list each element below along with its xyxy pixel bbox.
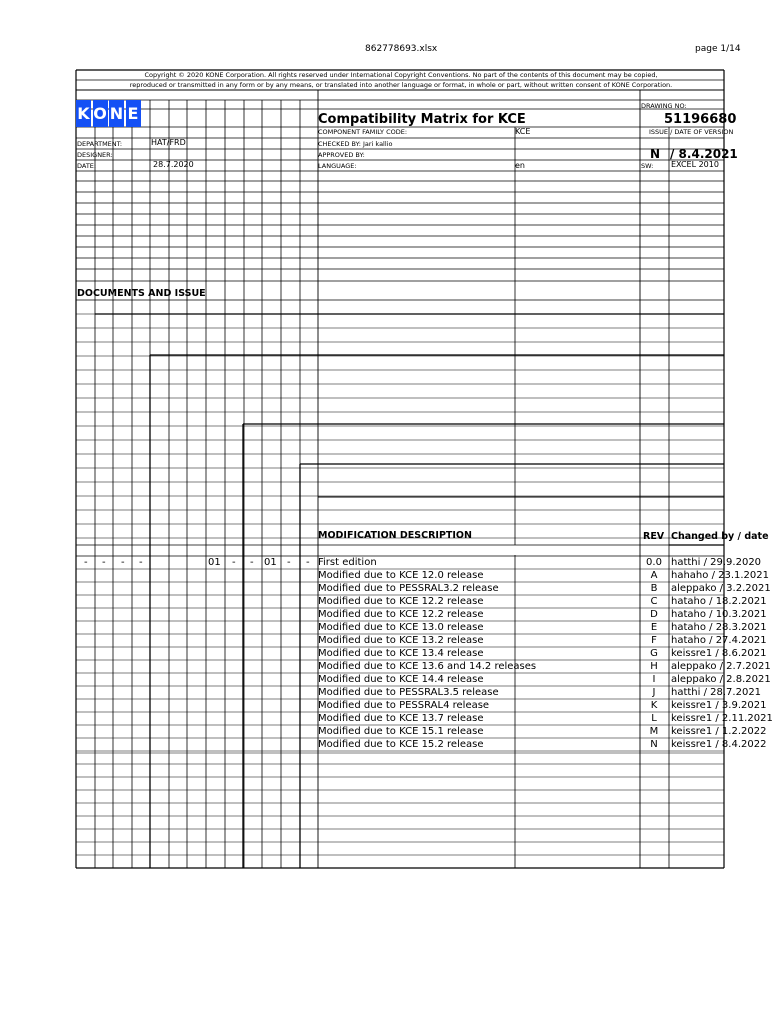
issue-letter: N <box>650 147 661 161</box>
modification-description: Modified due to KCE 13.0 release <box>318 622 484 633</box>
changed-by-date: keissre1 / 8.4.2022 <box>671 739 767 750</box>
modification-description: Modified due to PESSRAL3.2 release <box>318 583 499 594</box>
changed-by-date: hataho / 10.3.2021 <box>671 609 767 620</box>
modification-description: Modified due to PESSRAL4 release <box>318 700 490 711</box>
designer-label: DESIGNER: <box>77 151 113 159</box>
rev-heading: REV <box>643 531 665 542</box>
revision-code: 0.0 <box>646 557 662 568</box>
logo-letter: O <box>93 100 108 127</box>
modification-description: Modified due to KCE 13.6 and 14.2 releases <box>318 661 537 672</box>
revision-code: I <box>652 674 656 685</box>
date-label: DATE: <box>77 162 97 170</box>
changed-by-date: hataho / 18.2.2021 <box>671 596 767 607</box>
code-cell: - <box>287 557 291 568</box>
changed-by-date: hatthi / 28.7.2021 <box>671 687 762 698</box>
revision-code: H <box>650 661 658 672</box>
code-cell: - <box>84 557 88 568</box>
language-label: LANGUAGE: <box>318 162 357 170</box>
component-family-code: KCE <box>515 127 531 136</box>
changed-by-date: hatthi / 29.9.2020 <box>671 557 762 568</box>
revision-code: G <box>650 648 658 659</box>
kone-logo <box>76 100 142 127</box>
changed-by-date: keissre1 / 1.2.2022 <box>671 726 767 737</box>
page-number: page 1/14 <box>695 44 741 54</box>
logo-letter: K <box>76 100 91 127</box>
code-cell: - <box>121 557 125 568</box>
modification-description: Modified due to PESSRAL3.5 release <box>318 687 499 698</box>
changed-by-date: aleppako / 2.7.2021 <box>671 661 771 672</box>
revision-code: N <box>650 739 658 750</box>
code-cell: - <box>306 557 310 568</box>
modification-description: First edition <box>318 557 377 568</box>
code-cell: 01 <box>264 557 277 568</box>
revision-code: B <box>650 583 658 594</box>
modification-description: Modified due to KCE 13.7 release <box>318 713 484 724</box>
changed-by-date: aleppako / 3.2.2021 <box>671 583 771 594</box>
language-value: en <box>515 161 525 170</box>
modification-heading: MODIFICATION DESCRIPTION <box>318 530 472 541</box>
code-cell: - <box>139 557 143 568</box>
changed-by-date: hahaho / 23.1.2021 <box>671 570 770 581</box>
department-value: HAT/FRD <box>151 138 186 147</box>
changed-by-date: keissre1 / 2.11.2021 <box>671 713 773 724</box>
sw-label: SW: <box>641 162 654 170</box>
changed-by-heading: Changed by / date <box>671 531 769 542</box>
modification-description: Modified due to KCE 13.4 release <box>318 648 484 659</box>
checked-by: CHECKED BY: Jari kallio <box>318 140 393 148</box>
code-cell: - <box>232 557 236 568</box>
changed-by-date: keissre1 / 3.9.2021 <box>671 700 767 711</box>
changed-by-date: hataho / 27.4.2021 <box>671 635 767 646</box>
drawing-no-label: DRAWING NO: <box>641 102 687 110</box>
revision-code: D <box>650 609 658 620</box>
modification-description: Modified due to KCE 12.2 release <box>318 609 484 620</box>
code-cell: - <box>102 557 106 568</box>
modification-description: Modified due to KCE 13.2 release <box>318 635 484 646</box>
date-value: 28.7.2020 <box>153 160 194 169</box>
drawing-number: 51196680 <box>664 112 737 127</box>
modification-description: Modified due to KCE 12.0 release <box>318 570 484 581</box>
revision-code: F <box>651 635 657 646</box>
issue-date: / 8.4.2021 <box>670 147 738 161</box>
changed-by-date: aleppako / 2.8.2021 <box>671 674 771 685</box>
revision-code: A <box>650 570 658 581</box>
logo-letter: E <box>126 100 141 127</box>
code-cell: - <box>250 557 254 568</box>
modification-description: Modified due to KCE 15.2 release <box>318 739 484 750</box>
changed-by-date: keissre1 / 8.6.2021 <box>671 648 767 659</box>
documents-heading: DOCUMENTS AND ISSUE <box>77 288 206 299</box>
code-cell: 01 <box>208 557 221 568</box>
component-family-code-label: COMPONENT FAMILY CODE: <box>318 128 408 136</box>
sw-value: EXCEL 2010 <box>671 160 719 169</box>
copyright-line-2: reproduced or transmitted in any form or by any means, or translated into another language or format, in whole or part, without written consent of KONE Corporation. <box>129 81 673 89</box>
approved-by-label: APPROVED BY: <box>318 151 365 159</box>
logo-letter: N <box>109 100 124 127</box>
revision-code: L <box>651 713 657 724</box>
modification-description: Modified due to KCE 12.2 release <box>318 596 484 607</box>
revision-code: M <box>649 726 659 737</box>
file-name: 862778693.xlsx <box>365 44 438 54</box>
modification-description: Modified due to KCE 15.1 release <box>318 726 484 737</box>
document-title: Compatibility Matrix for KCE <box>318 112 526 127</box>
revision-code: K <box>650 700 658 711</box>
changed-by-date: hataho / 28.3.2021 <box>671 622 767 633</box>
modification-description: Modified due to KCE 14.4 release <box>318 674 484 685</box>
copyright-line-1: Copyright © 2020 KONE Corporation. All rights reserved under International Copyright Conventions. No part of the contents of this document may be copied, <box>144 71 658 79</box>
issue-date-label: ISSUE / DATE OF VERSION <box>649 128 734 136</box>
revision-code: J <box>652 687 656 698</box>
revision-code: C <box>650 596 658 607</box>
revision-code: E <box>650 622 658 633</box>
department-label: DEPARTMENT: <box>77 140 123 148</box>
